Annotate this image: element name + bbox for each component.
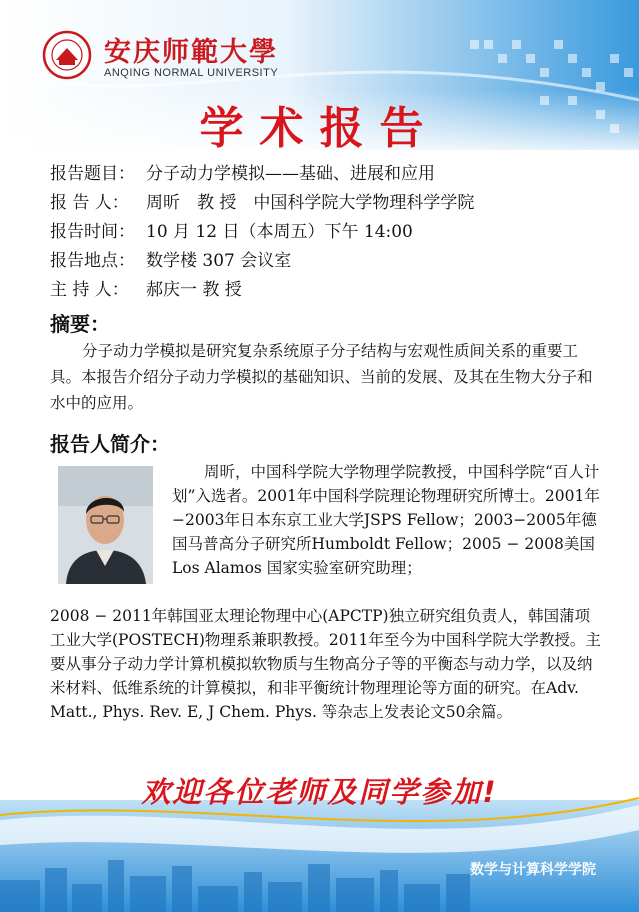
welcome-banner: 欢迎各位老师及同学参加! — [141, 775, 498, 809]
place-row — [50, 247, 474, 276]
bio-heading: 报告人简介： — [50, 432, 170, 456]
place-value: 数学楼 307 会议室 — [146, 251, 292, 271]
footer-department: 数学与计算科学学院 — [470, 862, 596, 878]
topic-label: 报告题目： — [50, 164, 135, 184]
topic-value: 分子动力学模拟——基础、进展和应用 — [146, 164, 435, 184]
abstract-text: 分子动力学模拟是研究复杂系统原子分子结构与宏观性质间关系的重要工具。本报告介绍分子动力学模拟的基础知识、当前的发展、及其在生物大分子和水中的应用。 — [50, 342, 593, 412]
time-label: 报告时间： — [50, 222, 135, 242]
topic-row — [50, 160, 474, 189]
time-value: 10 月 12 日（本周五）下午 14:00 — [146, 222, 413, 242]
time-row — [50, 218, 474, 247]
speaker-photo — [58, 466, 153, 584]
bio-text-beside-photo: 周昕，中国科学院大学物理学院教授，中国科学院“百人计划”入选者。2001年中国科学院理论物理研究所博士。2001年−2003年日本东京工业大学JSPS Fellow；2003−2005年德国马普高分子研究所Humboldt Fellow；2005 − 2008美国Los Alamos 国家实验室研究助理； — [172, 463, 600, 577]
abstract-heading: 摘要： — [50, 312, 110, 336]
university-logo — [42, 30, 92, 80]
report-info — [50, 160, 474, 305]
host-label: 主 持 人： — [50, 280, 129, 300]
speaker-row — [50, 189, 474, 218]
speaker-label: 报 告 人： — [50, 193, 129, 213]
host-value: 郝庆一 教 授 — [146, 280, 242, 300]
place-label: 报告地点： — [50, 251, 135, 271]
university-name-cn: 安庆师範大學 — [104, 37, 278, 68]
page-title: 学术报告 — [199, 103, 440, 154]
host-row — [50, 276, 474, 305]
university-name-en: ANQING NORMAL UNIVERSITY — [104, 67, 279, 79]
speaker-value: 周昕 教 授 中国科学院大学物理科学学院 — [146, 193, 475, 213]
bio-text-below: 2008 − 2011年韩国亚太理论物理中心(APCTP)独立研究组负责人，韩国蒲项工业大学(POSTECH)物理系兼职教授。2011年至今为中国科学院大学教授。主要从事分子动力学计算机模拟软物质与生物高分子等的平衡态与动力学，以及纳米材料、低维系统的计算模拟，和非平衡统计物理理论等方面的研究。在Adv. Matt., Phys. Rev. E, J Chem. Phys. 等杂志上发表论文50余篇。 — [50, 607, 601, 721]
